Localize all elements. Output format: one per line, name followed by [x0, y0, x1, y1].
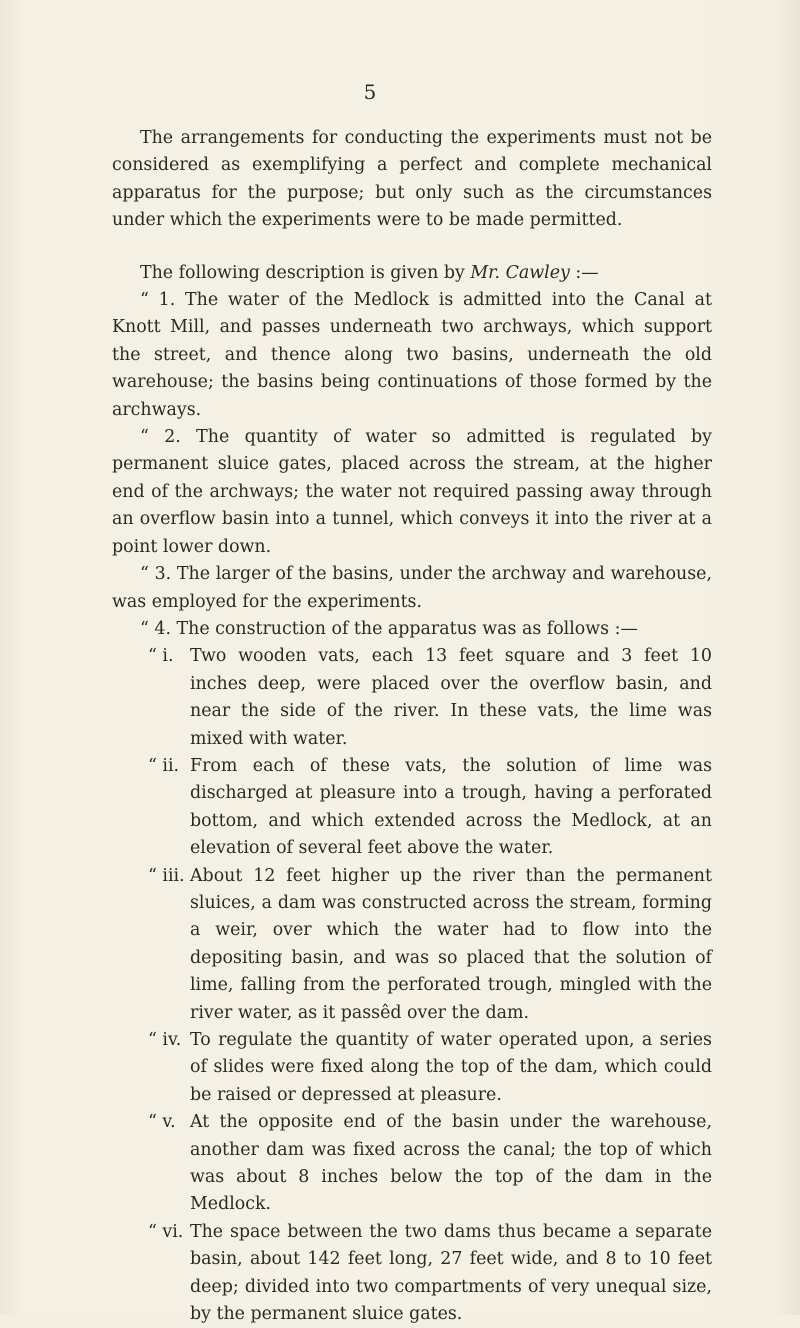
description-name: Mr. Cawley: [470, 262, 570, 283]
list-item-i: [112, 643, 712, 753]
list-marker: “ iii.: [148, 865, 185, 886]
list-item-text: To regulate the quantity of water operated upon, a series of slides were fixed along the top of the dam, which could be raised or depressed at pleasure.: [190, 1030, 712, 1105]
list-item-text: At the opposite end of the basin under the warehouse, another dam was fixed across the canal; the top of which was about 8 inches below the top of the dam in the Medlock.: [190, 1112, 712, 1215]
list-marker: “ vi.: [148, 1221, 184, 1242]
numbered-paragraph-2: “ 2. The quantity of water so admitted is regulated by permanent sluice gates, placed across the stream, at the higher end of the archways; the water not required passing away through an overflow basin into a tunnel, which conveys it into the river at a point lower down.: [112, 427, 712, 557]
numbered-paragraph-4: “ 4. The construction of the apparatus was as follows :—: [140, 618, 638, 639]
list-item-v: [112, 1109, 712, 1219]
list-marker: “ iv.: [148, 1030, 182, 1050]
description-lead: The following description is given by: [140, 262, 471, 283]
list-marker: “ i.: [148, 646, 174, 667]
list-item-ii: [112, 753, 712, 863]
list-item-iii: [112, 863, 712, 1027]
list-marker: “ ii.: [148, 755, 180, 776]
list-item-vi: [112, 1219, 712, 1328]
list-marker: “ v.: [148, 1112, 176, 1133]
numbered-paragraph-3: “ 3. The larger of the basins, under the archway and warehouse, was employed for the experiments.: [112, 564, 712, 612]
intro-paragraph: The arrangements for conducting the experiments must not be considered as exemplifying a perfect and complete mechanical apparatus for the purpose; but only such as the circumstances under which the experiments were to be made permitted.: [112, 128, 712, 231]
list-item-text: About 12 feet higher up the river than the permanent sluices, a dam was constructed across the stream, forming a weir, over which the water had to flow into the depositing basin, and was so placed that the solution of lime, falling from the perforated trough, mingled with the river water, as it passêd over the dam.: [190, 865, 712, 1023]
numbered-paragraph-1: “ 1. The water of the Medlock is admitted into the Canal at Knott Mill, and passes underneath two archways, which support the street, and thence along two basins, underneath the old warehouse; the basins being continuations of those formed by the archways.: [112, 290, 712, 420]
description-paragraph: [112, 260, 712, 287]
list-item-text: Two wooden vats, each 13 feet square and 3 feet 10 inches deep, were placed over the overflow basin, and near the side of the river. In these vats, the lime was mixed with water.: [190, 646, 712, 749]
list-item-text: From each of these vats, the solution of lime was discharged at pleasure into a trough, having a perforated bottom, and which extended across the Medlock, at an elevation of several feet above the water.: [190, 755, 712, 859]
page-content: [112, 125, 712, 1328]
list-item-text: The space between the two dams thus became a separate basin, about 142 feet long, 27 feet wide, and 8 to 10 feet deep; divided into two compartments of very unequal size, by the permanent sluice gates.: [190, 1221, 712, 1325]
page-number: 5: [363, 80, 377, 104]
list-item-iv: [112, 1027, 712, 1109]
description-tail: :—: [569, 262, 599, 283]
